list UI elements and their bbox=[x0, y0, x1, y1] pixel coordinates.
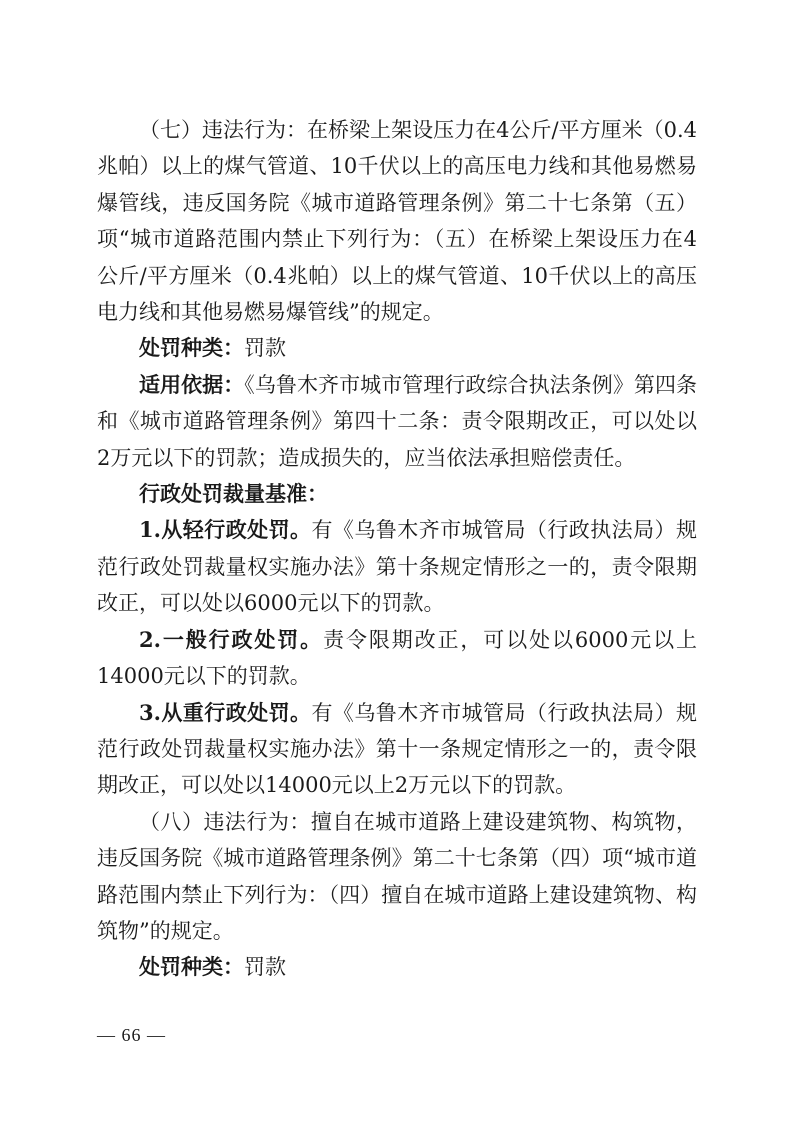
paragraph-label: 3.从重行政处罚。 bbox=[139, 699, 312, 725]
paragraph-discretion-standard bbox=[97, 476, 697, 512]
paragraph-label: 适用依据： bbox=[139, 371, 245, 397]
paragraph-label: 处罚种类： bbox=[139, 335, 244, 361]
paragraph-violation-8 bbox=[97, 804, 697, 950]
paragraph-text: 罚款 bbox=[244, 336, 286, 361]
paragraph-text: （八）违法行为：擅自在城市道路上建设建筑物、构筑物，违反国务院《城市道路管理条例》第二十七条第（四）项“城市道路范围内禁止下列行为：（四）擅自在城市道路上建设建筑物、构筑物”的规定。 bbox=[97, 809, 697, 943]
paragraph-legal-basis bbox=[97, 367, 697, 476]
paragraph-text: 罚款 bbox=[244, 955, 286, 980]
page-number: — 66 — bbox=[97, 1025, 166, 1045]
paragraph-text: 有《乌鲁木齐市城管局（行政执法局）规范行政处罚裁量权实施办法》第十一条规定情形之一的，责令限期改正，可以处以14000元以上2万元以下的罚款。 bbox=[97, 700, 697, 798]
paragraph-label: 处罚种类： bbox=[139, 954, 244, 980]
paragraph-text: 责令限期改正，可以处以6000元以上14000元以下的罚款。 bbox=[97, 627, 697, 689]
paragraph-text: 有《乌鲁木齐市城管局（行政执法局）规范行政处罚裁量权实施办法》第十条规定情形之一的，责令限期改正，可以处以6000元以下的罚款。 bbox=[97, 518, 697, 616]
paragraph-penalty-type bbox=[97, 330, 697, 366]
paragraph-label: 1.从轻行政处罚。 bbox=[139, 517, 312, 543]
paragraph-label: 2.一般行政处罚。 bbox=[139, 626, 324, 652]
paragraph-general-penalty bbox=[97, 622, 697, 695]
paragraph-text: （七）违法行为：在桥梁上架设压力在4公斤/平方厘米（0.4兆帕）以上的煤气管道、10千伏以上的高压电力线和其他易燃易爆管线，违反国务院《城市道路管理条例》第二十七条第（五）项“城市道路范围内禁止下列行为：（五）在桥梁上架设压力在4公斤/平方厘米（0.4兆帕）以上的煤气管道、10千伏以上的高压电力线和其他易燃易爆管线”的规定。 bbox=[97, 118, 697, 325]
paragraph-text: 《乌鲁木齐市城市管理行政综合执法条例》第四条和《城市道路管理条例》第四十二条：责令限期改正，可以处以2万元以下的罚款；造成损失的，应当依法承担赔偿责任。 bbox=[97, 372, 698, 470]
paragraph-heavy-penalty bbox=[97, 695, 697, 804]
paragraph-light-penalty bbox=[97, 512, 697, 621]
paragraph-label: 行政处罚裁量基准： bbox=[139, 481, 328, 507]
paragraph-penalty-type-2 bbox=[97, 949, 697, 985]
paragraph-violation-7 bbox=[97, 112, 697, 330]
document-body bbox=[97, 112, 697, 986]
